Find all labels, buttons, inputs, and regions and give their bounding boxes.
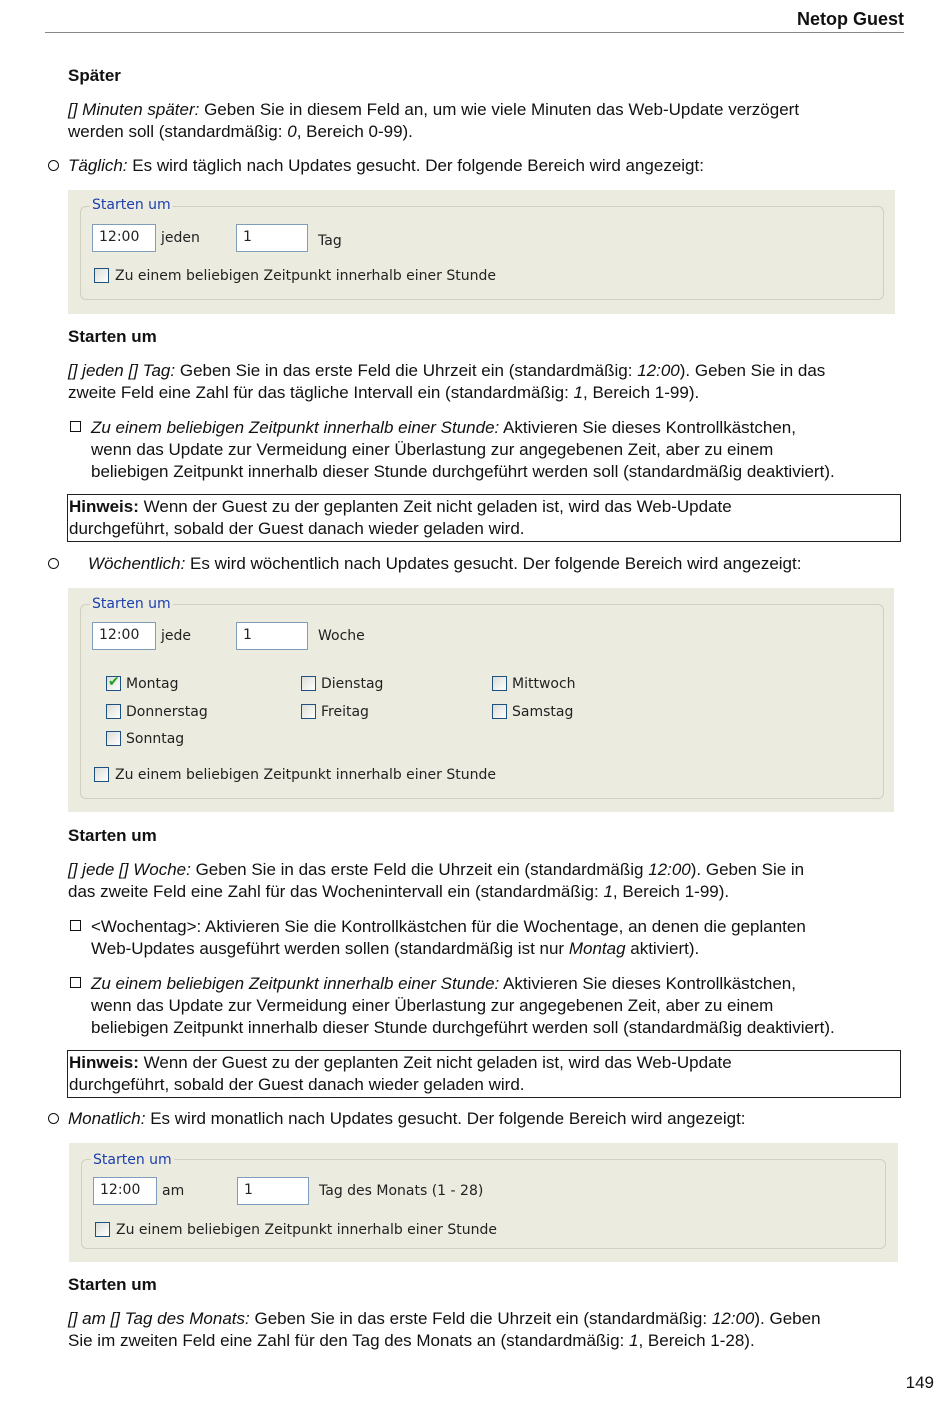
interval-input[interactable]: 1 (236, 622, 308, 650)
text: , Bereich 1-99). (583, 383, 700, 402)
daily-dialog-panel (68, 190, 895, 314)
monthly-dialog-panel (69, 1143, 898, 1262)
text: Es wird monatlich nach Updates gesucht. Der folgende Bereich wird angezeigt: (145, 1109, 746, 1128)
text: Geben Sie in das erste Feld die Uhrzeit ein (standardmäßig: (249, 1309, 712, 1328)
text: ). Geben Sie in (690, 860, 805, 879)
monthly-intro (68, 1108, 746, 1130)
time-input[interactable]: 12:00 (92, 622, 156, 650)
note-label: Hinweis: (69, 1053, 139, 1072)
text: wenn das Update zur Vermeidung einer Überlastung zur angegebenen Zeit, aber zu einem (91, 440, 774, 459)
text: ). Geben (754, 1309, 821, 1328)
taeglich-intro (68, 155, 704, 177)
weekly-intro (88, 553, 801, 575)
text: Wenn der Guest zu der geplanten Zeit nicht geladen ist, wird das Web-Update (138, 497, 732, 516)
weekday-label: Donnerstag (126, 704, 208, 720)
text: Es wird wöchentlich nach Updates gesucht. Der folgende Bereich wird angezeigt: (185, 554, 802, 573)
term: Wöchentlich: (88, 554, 186, 573)
section-heading-start-daily: Starten um (68, 327, 157, 346)
param-minutes-later: [] Minuten später: (68, 100, 200, 119)
term: Täglich: (68, 156, 128, 175)
text: werden soll (standardmäßig: (68, 122, 288, 141)
wednesday-checkbox[interactable] (492, 676, 507, 691)
param: [] am [] Tag des Monats: (68, 1309, 250, 1328)
every-label: jede (161, 628, 192, 644)
text: Aktivieren Sie dieses Kontrollkästchen, (499, 418, 796, 437)
time-input[interactable]: 12:00 (92, 224, 156, 252)
default-value: 12:00 (648, 860, 691, 879)
circle-bullet-icon (48, 558, 59, 569)
spaeter-description (68, 99, 908, 143)
unit-label: Tag (318, 233, 342, 249)
section-heading-spaeter: Später (68, 66, 121, 85)
circle-bullet-icon (48, 1113, 59, 1124)
weekday-label: Montag (126, 676, 179, 692)
unit-label: Tag des Monats (1 - 28) (319, 1183, 484, 1199)
text: , Bereich 1-28). (638, 1331, 755, 1350)
weekly-dialog-panel (68, 588, 894, 812)
weekly-weekday-description (91, 916, 911, 960)
page-number: 149 (905, 1373, 934, 1392)
term: Zu einem beliebigen Zeitpunkt innerhalb einer Stunde: (91, 418, 500, 437)
default-value: 1 (573, 383, 583, 402)
random-time-label: Zu einem beliebigen Zeitpunkt innerhalb einer Stunde (116, 1222, 498, 1238)
thursday-checkbox[interactable] (106, 704, 121, 719)
square-bullet-icon (70, 920, 81, 931)
default-value: 12:00 (637, 361, 680, 380)
note-label: Hinweis: (69, 497, 139, 516)
random-time-checkbox[interactable] (94, 767, 109, 782)
default-value: 12:00 (711, 1309, 755, 1328)
weekly-random-description (91, 973, 911, 1039)
start-at-groupbox (80, 206, 884, 300)
monday-checkbox[interactable] (106, 676, 121, 691)
default-value: 1 (628, 1331, 639, 1350)
text: Wenn der Guest zu der geplanten Zeit nicht geladen ist, wird das Web-Update (138, 1053, 732, 1072)
square-bullet-icon (70, 421, 81, 432)
text: , Bereich 1-99). (612, 882, 730, 901)
groupbox-legend: Starten um (93, 1152, 172, 1168)
weekday-label: Mittwoch (512, 676, 576, 692)
random-time-checkbox[interactable] (95, 1222, 110, 1237)
text: durchgeführt, sobald der Guest danach wieder geladen wird. (69, 1075, 525, 1094)
random-time-checkbox[interactable] (94, 268, 109, 283)
param: [] jede [] Woche: (68, 860, 191, 879)
unit-label: Woche (318, 628, 365, 644)
interval-input[interactable]: 1 (236, 224, 308, 252)
groupbox-legend: Starten um (92, 197, 171, 213)
note-box (67, 494, 901, 542)
param: [] jeden [] Tag: (68, 361, 176, 380)
term: Zu einem beliebigen Zeitpunkt innerhalb einer Stunde: (91, 974, 500, 993)
text: das zweite Feld eine Zahl für das Wochenintervall ein (standardmäßig: (68, 882, 604, 901)
text: <Wochentag>: Aktivieren Sie die Kontrollkästchen für die Wochentage, an denen die geplanten (91, 917, 806, 936)
section-heading-start-weekly: Starten um (68, 826, 157, 845)
groupbox-legend: Starten um (92, 596, 171, 612)
default-value: Montag (568, 939, 626, 958)
document-header-title: Netop Guest (796, 9, 904, 29)
weekday-label: Freitag (321, 704, 369, 720)
text: Geben Sie in diesem Feld an, um wie viele Minuten das Web-Update verzögert (199, 100, 800, 119)
text: Geben Sie in das erste Feld die Uhrzeit ein (standardmäßig: (175, 361, 638, 380)
weekday-label: Dienstag (321, 676, 384, 692)
weekday-label: Samstag (512, 704, 574, 720)
daily-start-description (68, 360, 908, 404)
text: Sie im zweiten Feld eine Zahl für den Tag des Monats an (standardmäßig: (68, 1331, 629, 1350)
day-input[interactable]: 1 (237, 1177, 309, 1205)
header-divider (45, 32, 904, 33)
monthly-start-description (68, 1308, 908, 1352)
daily-random-description (91, 417, 911, 483)
random-time-label: Zu einem beliebigen Zeitpunkt innerhalb einer Stunde (115, 767, 497, 783)
square-bullet-icon (70, 977, 81, 988)
on-label: am (162, 1183, 185, 1199)
text: , Bereich 0-99). (296, 122, 413, 141)
time-input[interactable]: 12:00 (93, 1177, 157, 1205)
saturday-checkbox[interactable] (492, 704, 507, 719)
note-box (67, 1050, 901, 1098)
text: zweite Feld eine Zahl für das tägliche Intervall ein (standardmäßig: (68, 383, 574, 402)
text: wenn das Update zur Vermeidung einer Überlastung zur angegebenen Zeit, aber zu einem (91, 996, 774, 1015)
weekday-label: Sonntag (126, 731, 185, 747)
section-heading-start-monthly: Starten um (68, 1275, 157, 1294)
text: beliebigen Zeitpunkt innerhalb dieser Stunde durchgeführt werden soll (standardmäßig deaktiviert). (91, 1018, 835, 1037)
text: durchgeführt, sobald der Guest danach wieder geladen wird. (69, 519, 525, 538)
text: Web-Updates ausgeführt werden sollen (standardmäßig ist nur (91, 939, 569, 958)
default-value: 0 (287, 122, 297, 141)
tuesday-checkbox[interactable] (301, 676, 316, 691)
text: Geben Sie in das erste Feld die Uhrzeit ein (standardmäßig (190, 860, 649, 879)
circle-bullet-icon (48, 160, 59, 171)
text: ). Geben Sie in das (679, 361, 826, 380)
sunday-checkbox[interactable] (106, 731, 121, 746)
random-time-label: Zu einem beliebigen Zeitpunkt innerhalb einer Stunde (115, 268, 497, 284)
friday-checkbox[interactable] (301, 704, 316, 719)
weekly-start-description (68, 859, 908, 903)
text: Aktivieren Sie dieses Kontrollkästchen, (499, 974, 796, 993)
text: Es wird täglich nach Updates gesucht. Der folgende Bereich wird angezeigt: (127, 156, 704, 175)
default-value: 1 (603, 882, 613, 901)
every-label: jeden (161, 230, 200, 246)
text: beliebigen Zeitpunkt innerhalb dieser Stunde durchgeführt werden soll (standardmäßig deaktiviert). (91, 462, 835, 481)
text: aktiviert). (625, 939, 700, 958)
term: Monatlich: (68, 1109, 146, 1128)
